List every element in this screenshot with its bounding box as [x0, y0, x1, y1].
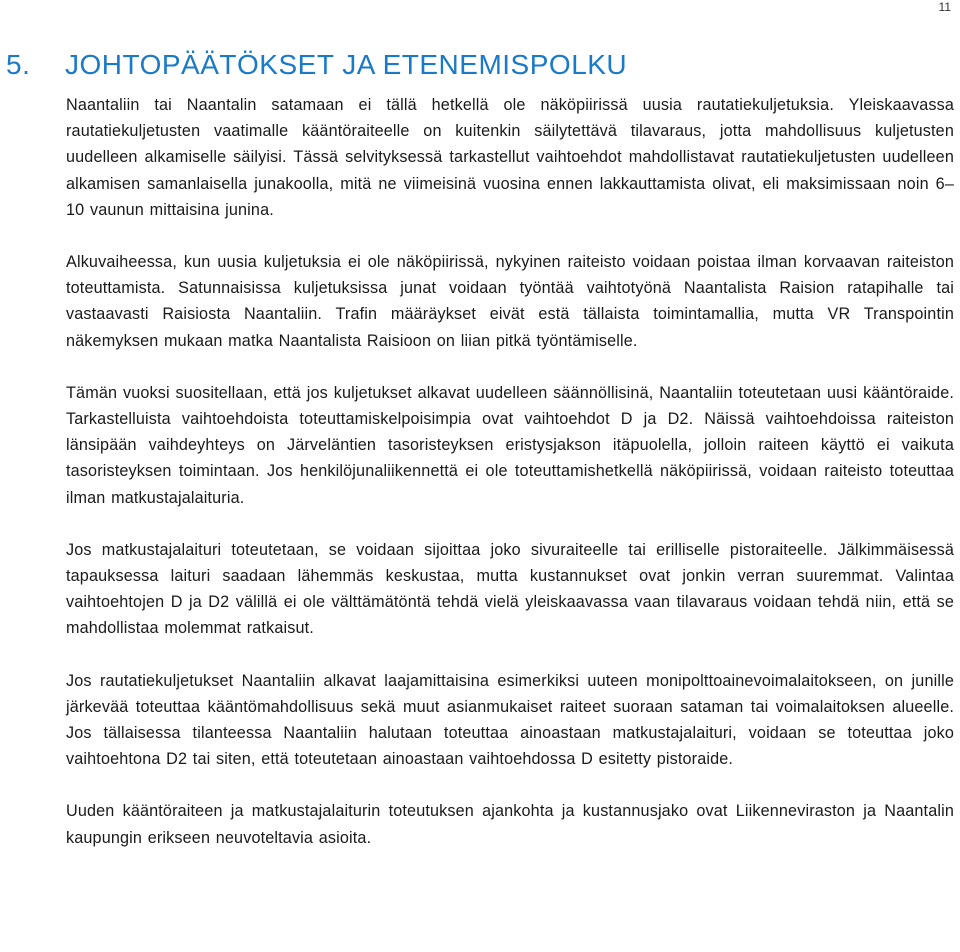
paragraph-3: Tämän vuoksi suositellaan, että jos kuljetukset alkavat uudelleen säännöllisinä, Naantaliin toteutetaan uusi kääntöraide. Tarkastelluista vaihtoehdoista toteuttamiskelpoisimpia ovat vaihtoehdot D ja D2. Näissä vaihtoehdoissa raiteiston länsipään vaihdeyhteys on Järveläntien tasoristeyksen eristysjakson itäpuolella, jolloin raiteen käyttö ei vaikuta tasoristeyksen toimintaan. Jos henkilöjunaliikennettä ei ole toteuttamishetkellä näköpiirissä, voidaan raiteisto toteuttaa ilman matkustajalaituria. — [66, 383, 954, 507]
page-number: 11 — [938, 0, 951, 14]
paragraph-4: Jos matkustajalaituri toteutetaan, se voidaan sijoittaa joko sivuraiteelle tai erilliselle pistoraiteelle. Jälkimmäisessä tapauksessa laituri saadaan lähemmäs keskustaa, mutta kustannukset ovat jonkin verran suuremmat. Valintaa vaihtoehtojen D ja D2 välillä ei ole välttämätöntä tehdä vielä yleiskaavassa vaan tilavaraus voidaan tehdä niin, että se mahdollistaa molemmat ratkaisut. — [66, 540, 954, 638]
section-title: JOHTOPÄÄTÖKSET JA ETENEMISPOLKU — [65, 48, 628, 80]
paragraph-1: Naantaliin tai Naantalin satamaan ei tällä hetkellä ole näköpiirissä uusia rautatiekuljetuksia. Yleiskaavassa rautatiekuljetusten vaatimalle kääntöraiteelle on kuitenkin säilytettävä tilavaraus, jotta mahdollisuus kuljetusten uudelleen alkamiselle säilyisi. Tässä selvityksessä tarkastellut vaihtoehdot mahdollistavat rautatiekuljetusten uudelleen alkamisen samanlaisella junakoolla, mitä ne viimeisinä vuosina ennen lakkauttamista olivat, eli maksimissaan noin 6–10 vaunun mittaisina junina. — [66, 96, 954, 219]
paragraph-2: Alkuvaiheessa, kun uusia kuljetuksia ei ole näköpiirissä, nykyinen raiteisto voidaan poistaa ilman korvaavan raiteiston toteuttamista. Satunnaisissa kuljetuksissa junat voidaan työntää vaihtotyönä Naantalista Raision ratapihalle tai vastaavasti Raisiosta Naantaliin. Trafin määräykset eivät estä tällaista toimintamallia, mutta VR Transpointin näkemyksen mukaan matka Naantalista Raisioon on liian pitkä työntämiselle. — [66, 253, 954, 350]
section-body — [66, 92, 954, 851]
section-number: 5. — [6, 48, 31, 80]
section-heading — [6, 49, 627, 81]
paragraph-6: Uuden kääntöraiteen ja matkustajalaiturin toteutuksen ajankohta ja kustannusjako ovat Liikenneviraston ja Naantalin kaupungin erikseen neuvoteltavia asioita. — [66, 802, 954, 847]
paragraph-5: Jos rautatiekuljetukset Naantaliin alkavat laajamittaisina esimerkiksi uuteen monipolttoainevoimalaitokseen, on junille järkevää toteuttaa kääntömahdollisuus sekä muut asianmukaiset raiteet suoraan sataman tai voimalaitoksen alueelle. Jos tällaisessa tilanteessa Naantaliin halutaan toteuttaa ainoastaan matkustajalaituri, voidaan se toteuttaa joko vaihtoehtona D2 tai siten, että toteutetaan ainoastaan vaihtoehdossa D esitetty pistoraide. — [66, 671, 954, 769]
